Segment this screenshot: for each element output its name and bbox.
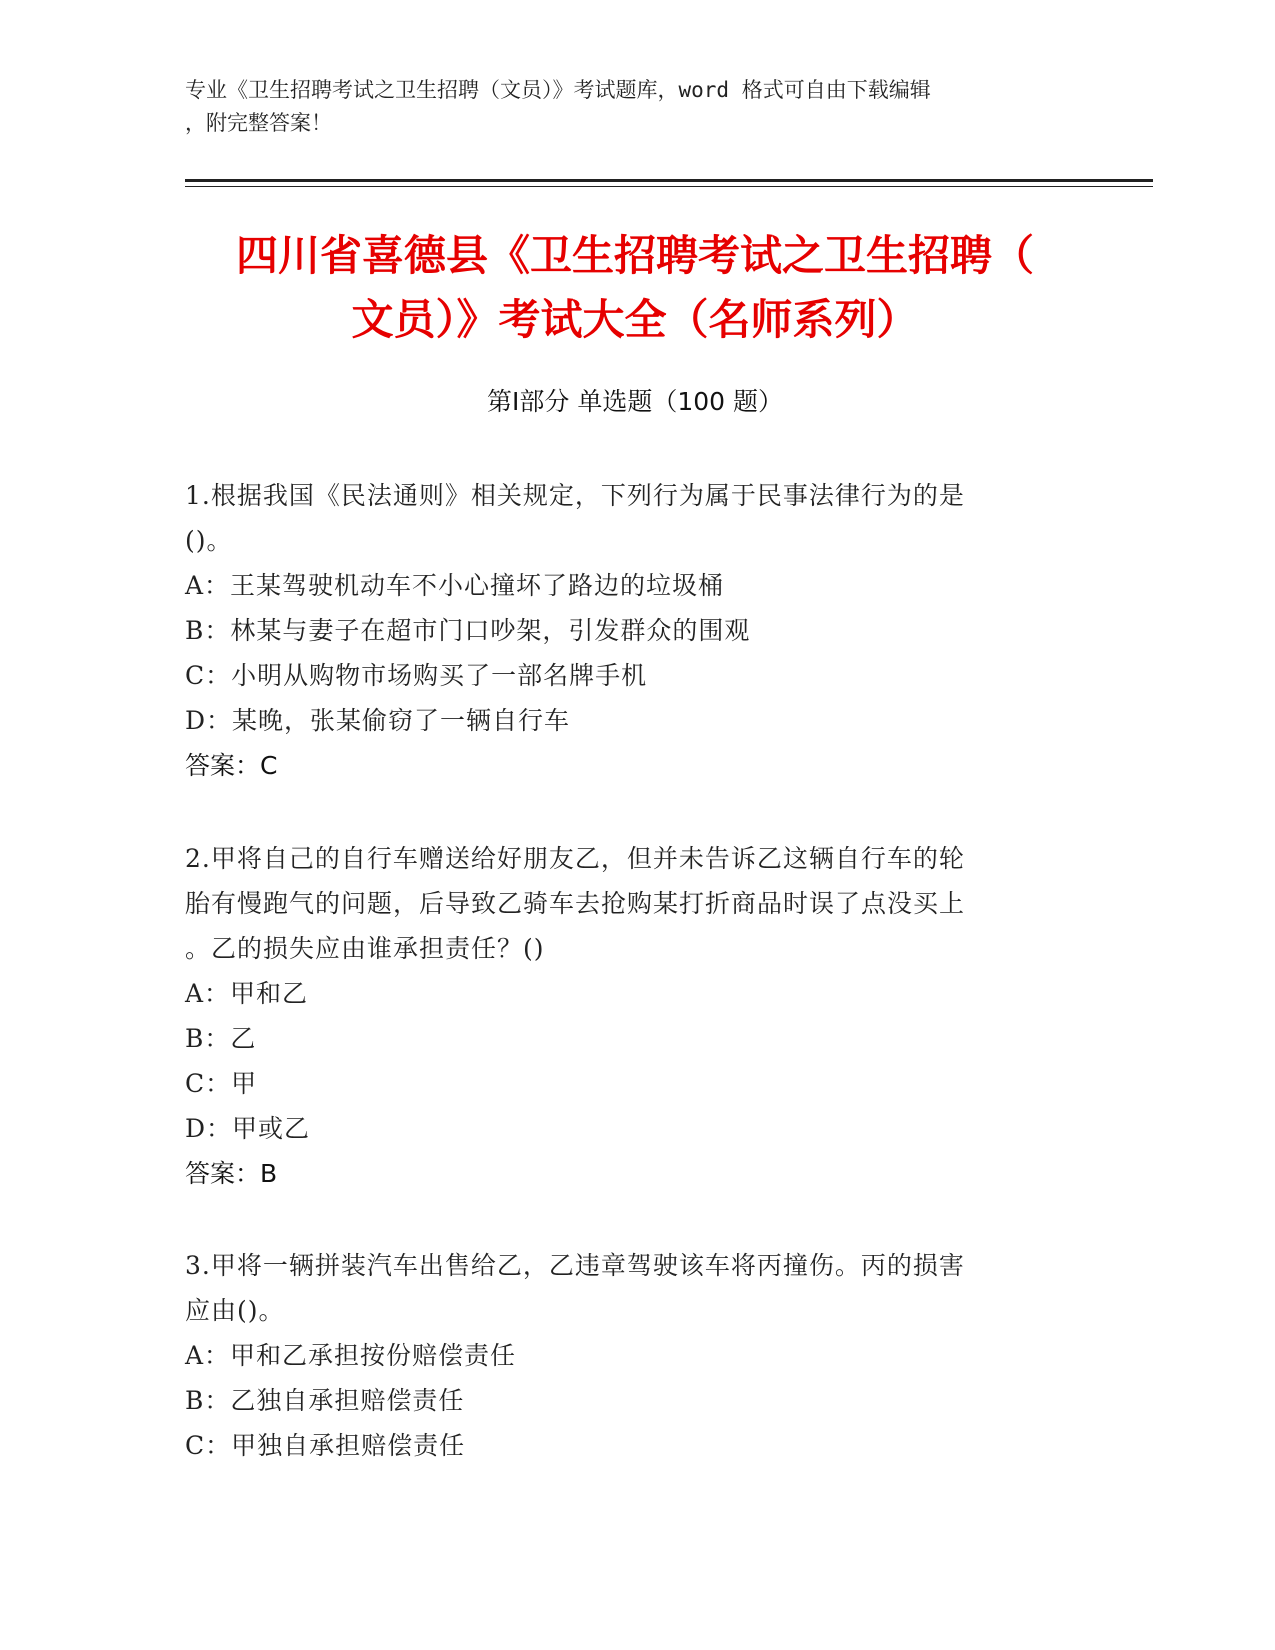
question-3	[185, 1243, 1065, 1468]
answer: 答案：B	[185, 1159, 278, 1188]
question-stem-line: 。乙的损失应由谁承担责任？()	[185, 934, 545, 963]
header-divider-thin	[185, 186, 1153, 187]
option-b: B：乙	[185, 1024, 257, 1053]
option-d: D：甲或乙	[185, 1114, 311, 1143]
header-note-line: ，附完整答案！	[185, 111, 332, 135]
option-c: C：甲	[185, 1069, 258, 1098]
question-1	[185, 473, 1065, 788]
question-stem-line: 1.根据我国《民法通则》相关规定，下列行为属于民事法律行为的是	[185, 481, 965, 510]
question-stem-line: 应由()。	[185, 1296, 285, 1325]
document-title-line: 四川省喜德县《卫生招聘考试之卫生招聘（	[235, 231, 1034, 280]
option-a: A：甲和乙承担按份赔偿责任	[185, 1341, 517, 1370]
header-divider-thick	[185, 179, 1153, 182]
option-c: C：小明从购物市场购买了一部名牌手机	[185, 661, 648, 690]
option-a: A：王某驾驶机动车不小心撞坏了路边的垃圾桶	[185, 571, 725, 600]
question-2	[185, 836, 1065, 1196]
question-stem-line: 2.甲将自己的自行车赠送给好朋友乙，但并未告诉乙这辆自行车的轮	[185, 844, 965, 873]
section-title: 第Ⅰ部分 单选题（100 题）	[487, 387, 783, 416]
document-title-line: 文员）》考试大全（名师系列）	[351, 295, 919, 344]
header-note-line: 专业《卫生招聘考试之卫生招聘（文员）》考试题库，word 格式可自由下载编辑	[185, 78, 931, 102]
document-title	[185, 224, 1085, 352]
question-stem-line: 3.甲将一辆拼装汽车出售给乙，乙违章驾驶该车将丙撞伤。丙的损害	[185, 1251, 965, 1280]
option-a: A：甲和乙	[185, 979, 309, 1008]
option-b: B：乙独自承担赔偿责任	[185, 1386, 465, 1415]
option-b: B：林某与妻子在超市门口吵架，引发群众的围观	[185, 616, 751, 645]
question-stem-line: 胎有慢跑气的问题，后导致乙骑车去抢购某打折商品时误了点没买上	[185, 889, 966, 918]
header-note	[185, 74, 1065, 140]
answer: 答案：C	[185, 751, 278, 780]
option-d: D：某晚，张某偷窃了一辆自行车	[185, 706, 571, 735]
question-stem-line: ()。	[185, 526, 233, 555]
option-c: C：甲独自承担赔偿责任	[185, 1431, 466, 1460]
